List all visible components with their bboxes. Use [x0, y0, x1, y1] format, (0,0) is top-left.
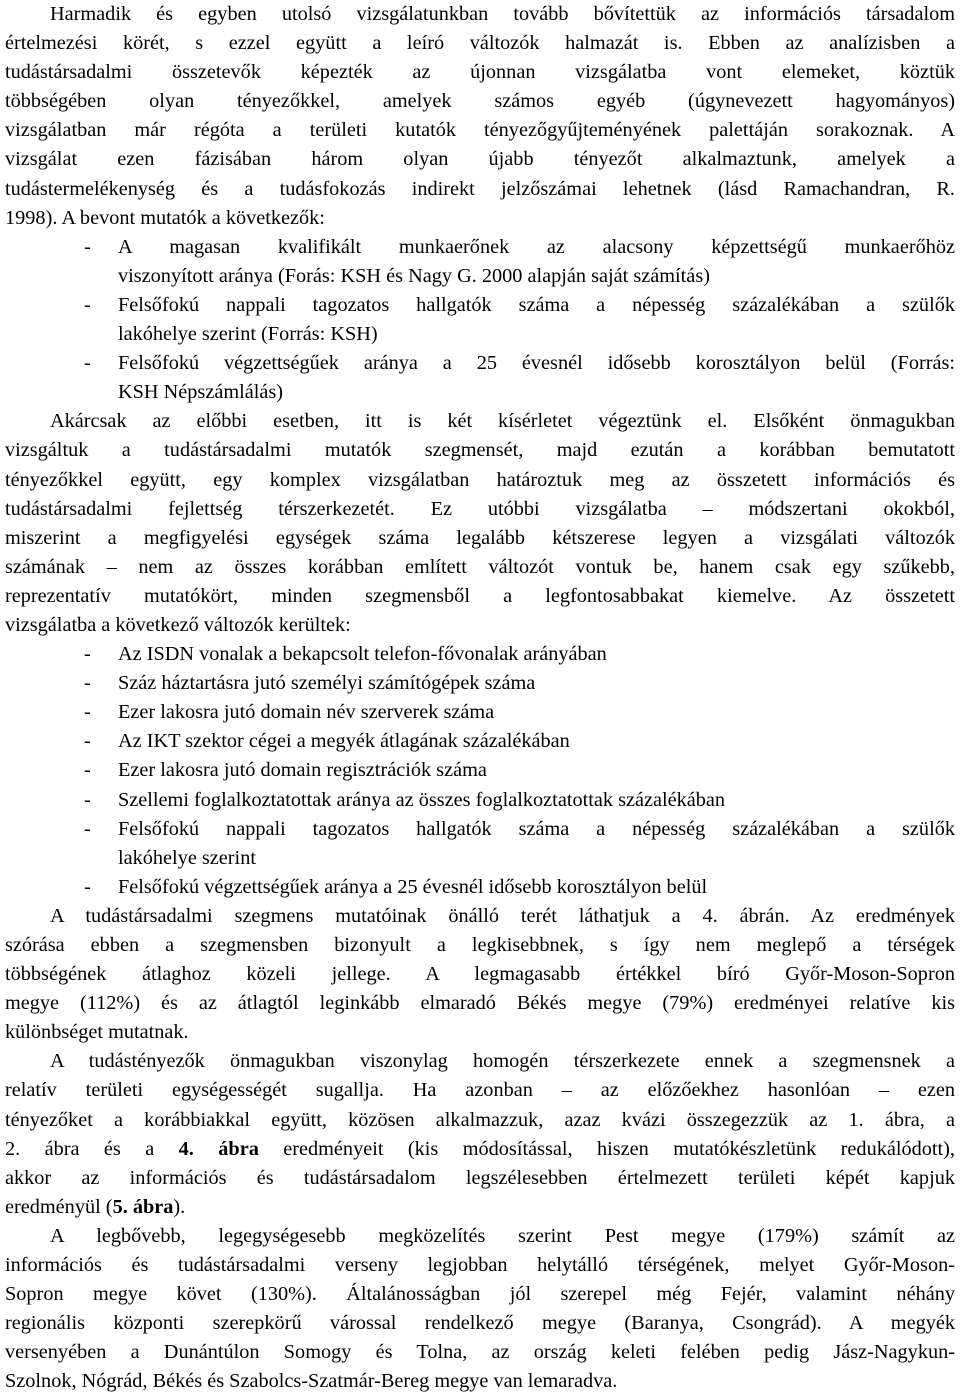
- list-dash: -: [84, 352, 91, 375]
- list-item: [5, 698, 955, 727]
- list-item: [5, 727, 955, 756]
- text-line: többségében olyan tényezőkkel, amelyek számos egyéb (úgynevezett hagyományos): [5, 90, 955, 113]
- paragraph-5: [5, 1222, 955, 1397]
- text-line: vizsgálatban már régóta a területi kutatók tényezőgyűjteményének palettáján sorakoznak. A: [5, 119, 955, 142]
- list-dash: -: [84, 817, 91, 840]
- text-line: információs és tudástársadalmi verseny legjobban helytálló térségének, melyet Győr-Moson-: [5, 1254, 955, 1277]
- text-line: A legbővebb, legegységesebb megközelítés szerint Pest megye (179%) számít az: [50, 1224, 955, 1247]
- list-dash: -: [84, 701, 91, 724]
- text-line: többségének átlaghoz közeli jellege. A legmagasabb értékkel bíró Győr-Moson-Sopron: [5, 963, 955, 986]
- list-item-text: Száz háztartásra jutó személyi számítógépek száma: [118, 672, 536, 695]
- list-item: [5, 233, 955, 262]
- paragraph-1: [5, 0, 955, 233]
- list-item-text: Felsőfokú nappali tagozatos hallgatók száma a népesség százalékában a szülők: [118, 293, 955, 316]
- list-item-text: Felsőfokú nappali tagozatos hallgatók száma a népesség százalékában a szülők: [118, 817, 955, 840]
- list-item: [5, 815, 955, 844]
- text-line: tényezőkkel együtt, egy komplex vizsgálatban határoztuk meg az összetett információs és: [5, 468, 955, 491]
- text-line: különbséget mutatnak.: [5, 1021, 189, 1044]
- list-item: [5, 291, 955, 320]
- text-line: vizsgálatba a következő változók kerültek:: [5, 613, 351, 636]
- text-run: ).: [173, 1195, 186, 1218]
- list-dash: -: [84, 672, 91, 695]
- text-line: A tudástársadalmi szegmens mutatóinak önálló terét láthatjuk a 4. ábrán. Az eredmények: [50, 904, 955, 927]
- text-line: megye (112%) és az átlagtól leginkább elmaradó Békés megye (79%) eredményei relatíve kis: [5, 992, 955, 1015]
- text-line: A tudástényezők önmagukban viszonylag homogén térszerkezete ennek a szegmensnek a: [50, 1050, 955, 1073]
- text-line: [5, 1193, 955, 1222]
- list-dash: -: [84, 788, 91, 811]
- indicator-list-2: [5, 640, 955, 902]
- text-line: Szolnok, Nógrád, Békés és Szabolcs-Szatmár-Bereg megye van lemaradva.: [5, 1370, 618, 1393]
- paragraph-2: [5, 407, 955, 640]
- text-line: akkor az információs és tudástársadalom legszélesebben értelmezett területi képét kapjuk: [5, 1166, 955, 1189]
- text-line: miszerint a megfigyelési egységek száma legalább kétszerese legyen a vizsgálati változók: [5, 526, 955, 549]
- text-line: tudástársadalmi összetevők képezték az újonnan vizsgálatba vont elemeket, köztük: [5, 61, 955, 84]
- list-item-continuation: lakóhelye szerint: [118, 846, 256, 869]
- list-item-text: Az ISDN vonalak a bekapcsolt telefon-fővonalak arányában: [118, 643, 607, 666]
- text-line: vizsgáltuk a tudástársadalmi mutatók szegmensét, majd ezután a korábban bemutatott: [5, 439, 955, 462]
- list-item-text: Felsőfokú végzettségűek aránya a 25 évesnél idősebb korosztályon belül (Forrás:: [118, 352, 955, 375]
- text-run: eredményül (: [5, 1195, 113, 1218]
- list-dash: -: [84, 293, 91, 316]
- list-item: [5, 349, 955, 378]
- list-item-text: Szellemi foglalkoztatottak aránya az összes foglalkoztatottak százalékában: [118, 788, 726, 811]
- text-line: vizsgálat ezen fázisában három olyan újabb tényezőt alkalmaztunk, amelyek a: [5, 148, 955, 171]
- list-dash: -: [84, 235, 91, 258]
- paragraph-4: [5, 1047, 955, 1222]
- paragraph-3: [5, 902, 955, 1047]
- list-dash: -: [84, 643, 91, 666]
- figure-reference: 5. ábra: [112, 1195, 174, 1218]
- list-item-text: Ezer lakosra jutó domain név szerverek száma: [118, 701, 495, 724]
- list-item-text: Ezer lakosra jutó domain regisztrációk száma: [118, 759, 487, 782]
- text-line: tudástársadalmi fejlettség térszerkezetét. Ez utóbbi vizsgálatba – módszertani okokból,: [5, 497, 955, 520]
- list-item: [5, 669, 955, 698]
- text-run: eredményeit (kis módosítással, hiszen mutatókészletünk redukálódott),: [258, 1137, 955, 1160]
- list-item: [5, 640, 955, 669]
- list-item: [5, 786, 955, 815]
- list-item-text: Az IKT szektor cégei a megyék átlagának százalékában: [118, 730, 570, 753]
- list-item: [5, 756, 955, 785]
- text-line: számának – nem az összes korábban említett változót vontuk be, hanem csak egy szűkebb,: [5, 555, 955, 578]
- list-item-continuation: lakóhelye szerint (Forrás: KSH): [118, 323, 378, 346]
- text-line: Sopron megye követ (130%). Általánosságban jól szerepel még Fejér, valamint néhány: [5, 1283, 955, 1306]
- text-line: Harmadik és egyben utolsó vizsgálatunkban tovább bővítettük az információs társadalom: [50, 3, 955, 25]
- list-item-continuation: KSH Népszámlálás): [118, 381, 284, 404]
- list-item-continuation: viszonyított aránya (Forás: KSH és Nagy G. 2000 alapján saját számítás): [118, 264, 710, 287]
- text-line: szórása ebben a szegmensben bizonyult a legkisebbnek, s így nem meglepő a térségek: [5, 934, 955, 956]
- text-line: relatív területi egységességét sugallja. Ha azonban – az előzőekhez hasonlóan – ezen: [5, 1079, 955, 1102]
- text-run: 2. ábra és a: [5, 1137, 179, 1160]
- text-line: tudástermelékenység és a tudásfokozás indirekt jelzőszámai lehetnek (lásd Ramachandran, R.: [5, 177, 955, 200]
- text-line: 1998). A bevont mutatók a következők:: [5, 206, 325, 229]
- list-item-text: Felsőfokú végzettségűek aránya a 25 évesnél idősebb korosztályon belül: [118, 875, 708, 898]
- text-line: értelmezési körét, s ezzel együtt a leíró változók halmazát is. Ebben az analízisben a: [5, 32, 955, 55]
- indicator-list-1: [5, 233, 955, 408]
- list-dash: -: [84, 875, 91, 898]
- list-item: [5, 873, 955, 902]
- text-line: [5, 1135, 955, 1164]
- list-dash: -: [84, 759, 91, 782]
- text-line: reprezentatív mutatókört, minden szegmensből a legfontosabbakat kiemelve. Az összetett: [5, 584, 955, 607]
- text-line: tényezőket a korábbiakkal együtt, közösen alkalmazzuk, azaz kvázi összegezzük az 1. ábra, a: [5, 1108, 955, 1131]
- text-line: Akárcsak az előbbi esetben, itt is két kísérletet végeztünk el. Elsőként önmagukban: [50, 410, 955, 433]
- text-line: versenyében a Dunántúlon Somogy és Tolna, az ország keleti felében pedig Jász-Nagykun-: [5, 1341, 955, 1364]
- list-item-text: A magasan kvalifikált munkaerőnek az alacsony képzettségű munkaerőhöz: [118, 235, 955, 258]
- text-line: regionális központi szerepkörű várossal rendelkező megye (Baranya, Csongrád). A megyék: [5, 1312, 955, 1335]
- figure-reference: 4. ábra: [178, 1137, 259, 1160]
- list-dash: -: [84, 730, 91, 753]
